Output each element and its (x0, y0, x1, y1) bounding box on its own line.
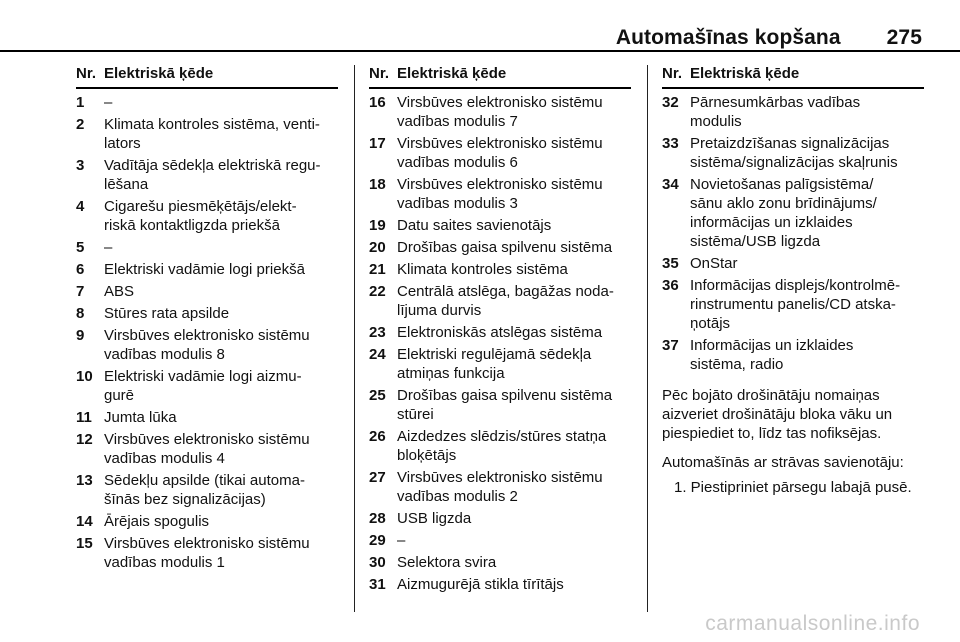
table-row (369, 575, 631, 594)
fuse-table-column-3 (662, 65, 924, 497)
instruction-step: 1. Piestipriniet pārsegu labajā pusē. (674, 479, 912, 496)
table-row (76, 282, 338, 301)
fuse-number: 20 (369, 239, 386, 256)
fuse-circuit: Stūres rata apsilde (104, 305, 230, 322)
fuse-number: 6 (76, 261, 85, 278)
fuse-circuit: Datu saites savienotājs (397, 217, 552, 234)
page-number: 275 (886, 26, 922, 49)
fuse-number: 17 (369, 135, 386, 152)
table-row (369, 531, 631, 550)
fuse-number: 26 (369, 428, 386, 445)
fuse-circuit: Drošības gaisa spilvenu sistēma stūrei (397, 387, 613, 423)
table-row (76, 304, 338, 323)
table-row (662, 336, 924, 374)
fuse-number: 25 (369, 387, 386, 404)
fuse-number: 1 (76, 94, 85, 111)
table-row (369, 216, 631, 235)
fuse-circuit: Pārnesumkārbas vadības modulis (690, 94, 861, 130)
fuse-number: 36 (662, 277, 679, 294)
fuse-circuit: – (104, 239, 113, 256)
fuse-number: 19 (369, 217, 386, 234)
fuse-circuit: Virsbūves elektronisko sistēmu vadības modulis 4 (104, 431, 310, 467)
fuse-circuit: Selektora svira (397, 554, 497, 571)
table-row (76, 367, 338, 405)
fuse-number: 9 (76, 327, 85, 344)
table-row (76, 534, 338, 572)
fuse-circuit: Jumta lūka (104, 409, 177, 426)
fuse-number: 31 (369, 576, 386, 593)
fuse-circuit: Virsbūves elektronisko sistēmu vadības modulis 2 (397, 469, 603, 505)
fuse-circuit: Novietošanas palīgsistēma/ sānu aklo zonu brīdinājums/ informācijas un izklaides sistēma/USB ligzda (690, 176, 877, 250)
fuse-circuit: Klimata kontroles sistēma, venti- lators (104, 116, 320, 152)
fuse-circuit: USB ligzda (397, 510, 472, 527)
fuse-circuit: Virsbūves elektronisko sistēmu vadības modulis 6 (397, 135, 603, 171)
fuse-number: 21 (369, 261, 386, 278)
header-nr: Nr. (76, 65, 97, 82)
table-row (369, 260, 631, 279)
header-nr: Nr. (369, 65, 390, 82)
column-divider (354, 65, 355, 612)
fuse-number: 23 (369, 324, 386, 341)
table-row (662, 254, 924, 273)
table-row (76, 156, 338, 194)
fuse-rows (76, 93, 338, 572)
fuse-circuit: Elektroniskās atslēgas sistēma (397, 324, 603, 341)
fuse-table-column-2 (369, 65, 631, 597)
table-row (369, 509, 631, 528)
table-row (369, 427, 631, 465)
header-item: Elektriskā ķēde (104, 65, 214, 82)
header-item: Elektriskā ķēde (690, 65, 800, 82)
table-row (76, 408, 338, 427)
fuse-number: 22 (369, 283, 386, 300)
fuse-circuit: Cigarešu piesmēķētājs/elekt- riskā kontaktligzda priekšā (104, 198, 297, 234)
header-rule (0, 50, 960, 52)
fuse-circuit: OnStar (690, 255, 738, 272)
table-row (76, 197, 338, 235)
fuse-circuit: Virsbūves elektronisko sistēmu vadības modulis 3 (397, 176, 603, 212)
fuse-number: 7 (76, 283, 85, 300)
fuse-circuit: ABS (104, 283, 135, 300)
table-row (369, 93, 631, 131)
table-row (369, 553, 631, 572)
fuse-number: 35 (662, 255, 679, 272)
table-row (76, 93, 338, 112)
table-row (76, 115, 338, 153)
fuse-circuit: Virsbūves elektronisko sistēmu vadības modulis 7 (397, 94, 603, 130)
table-row (76, 326, 338, 364)
fuse-rows (369, 93, 631, 594)
table-row (369, 238, 631, 257)
table-row (369, 134, 631, 172)
fuse-table-column-1 (76, 65, 338, 575)
fuse-number: 24 (369, 346, 386, 363)
table-row (662, 93, 924, 131)
fuse-circuit: Virsbūves elektronisko sistēmu vadības modulis 1 (104, 535, 310, 571)
table-row (76, 471, 338, 509)
table-row (76, 238, 338, 257)
fuse-circuit: Informācijas displejs/kontrolmē- rinstrumentu panelis/CD atska- ņotājs (690, 277, 901, 332)
fuse-number: 8 (76, 305, 85, 322)
table-row (369, 345, 631, 383)
fuse-number: 12 (76, 431, 93, 448)
fuse-number: 14 (76, 513, 93, 530)
table-row (76, 430, 338, 468)
fuse-circuit: Virsbūves elektronisko sistēmu vadības modulis 8 (104, 327, 310, 363)
fuse-circuit: Elektriski vadāmie logi aizmu- gurē (104, 368, 302, 404)
fuse-number: 32 (662, 94, 679, 111)
fuse-number: 33 (662, 135, 679, 152)
table-row (76, 512, 338, 531)
fuse-number: 34 (662, 176, 679, 193)
fuse-number: 30 (369, 554, 386, 571)
header-nr: Nr. (662, 65, 683, 82)
page-title: Automašīnas kopšana (615, 26, 841, 49)
fuse-number: 13 (76, 472, 93, 489)
table-row (662, 134, 924, 172)
fuse-circuit: – (104, 94, 113, 111)
fuse-number: 3 (76, 157, 85, 174)
fuse-circuit: Aizdedzes slēdzis/stūres statņa bloķētājs (397, 428, 607, 464)
fuse-circuit: Klimata kontroles sistēma (397, 261, 568, 278)
table-row (369, 323, 631, 342)
fuse-circuit: Elektriski regulējamā sēdekļa atmiņas funkcija (397, 346, 592, 382)
fuse-number: 2 (76, 116, 85, 133)
fuse-number: 11 (76, 409, 92, 426)
fuse-circuit: Vadītāja sēdekļa elektriskā regu- lēšana (104, 157, 321, 193)
watermark: carmanualsonline.info (705, 612, 920, 635)
table-row (369, 282, 631, 320)
table-header (662, 65, 924, 89)
fuse-number: 28 (369, 510, 386, 527)
fuse-circuit: Aizmugurējā stikla tīrītājs (397, 576, 564, 593)
instruction-paragraph: Pēc bojāto drošinātāju nomaiņas aizveriet drošinātāju bloka vāku un piespiediet to, līdz tas nofiksējas. (662, 387, 893, 442)
fuse-number: 18 (369, 176, 386, 193)
table-row (662, 276, 924, 333)
fuse-number: 4 (76, 198, 85, 215)
instruction-paragraph: Automašīnās ar strāvas savienotāju: (662, 454, 904, 471)
fuse-circuit: Informācijas un izklaides sistēma, radio (690, 337, 854, 373)
fuse-circuit: Elektriski vadāmie logi priekšā (104, 261, 305, 278)
column-divider (647, 65, 648, 612)
table-row (369, 468, 631, 506)
fuse-number: 15 (76, 535, 93, 552)
fuse-circuit: Centrālā atslēga, bagāžas noda- lījuma durvis (397, 283, 614, 319)
fuse-number: 29 (369, 532, 386, 549)
table-row (369, 386, 631, 424)
table-header (369, 65, 631, 89)
fuse-number: 10 (76, 368, 93, 385)
table-row (662, 175, 924, 251)
page-header (616, 26, 922, 50)
fuse-circuit: Drošības gaisa spilvenu sistēma (397, 239, 613, 256)
fuse-number: 16 (369, 94, 386, 111)
header-item: Elektriskā ķēde (397, 65, 507, 82)
fuse-circuit: – (397, 532, 406, 549)
fuse-number: 27 (369, 469, 386, 486)
table-row (76, 260, 338, 279)
fuse-circuit: Sēdekļu apsilde (tikai automa- šīnās bez signalizācijas) (104, 472, 305, 508)
fuse-rows (662, 93, 924, 374)
fuse-circuit: Pretaizdzīšanas signalizācijas sistēma/signalizācijas skaļrunis (690, 135, 898, 171)
fuse-number: 37 (662, 337, 679, 354)
fuse-number: 5 (76, 239, 85, 256)
table-header (76, 65, 338, 89)
table-row (369, 175, 631, 213)
fuse-circuit: Ārējais spogulis (104, 513, 210, 530)
